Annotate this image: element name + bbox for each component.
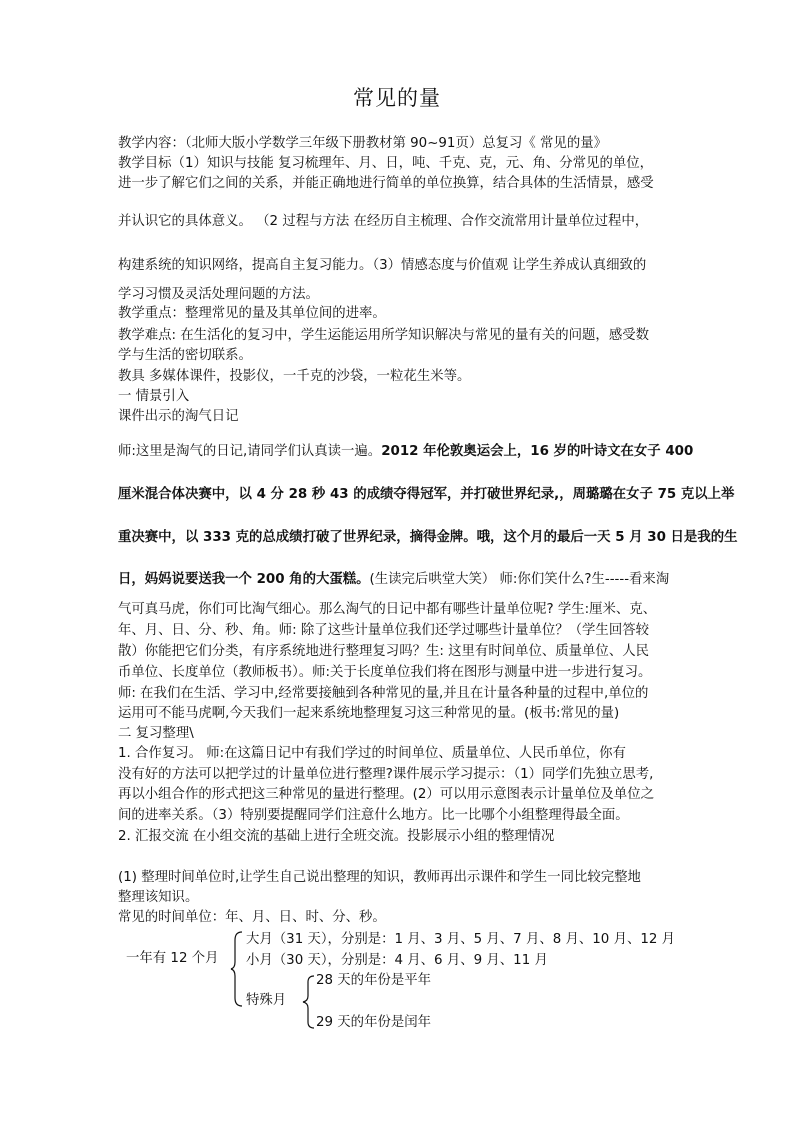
text-line: [118, 530, 738, 546]
text-line: [118, 572, 669, 588]
text-line-plain: 间的进率关系。（3）特别要提醒同学们注意什么地方。比一比哪个小组整理得最全面。: [118, 808, 629, 823]
text-line-after: (生读完后哄堂大笑） 师:你们笑什么?生-----看来淘: [369, 572, 670, 587]
text-line: [118, 258, 646, 274]
text-line-plain: 常见的时间单位：年、月、日、时、分、秒。: [118, 910, 386, 925]
text-line: [118, 409, 239, 425]
text-line: [118, 686, 648, 702]
text-line-plain: (1) 整理时间单位时,让学生自己说出整理的知识，教师再出示课件和学生一同比较完整地: [118, 870, 641, 885]
text-line: [118, 910, 386, 926]
text-line: [118, 623, 649, 639]
text-line: [118, 328, 649, 344]
main-brace-icon: [230, 930, 244, 1010]
text-line-plain: 2. 汇报交流 在小组交流的基础上进行全班交流。投影展示小组的整理情况: [118, 829, 555, 844]
text-line-plain: 教学内容：（北师大版小学数学三年级下册教材第 90~91页）总复习《 常见的量》: [118, 136, 607, 151]
text-line: [118, 787, 654, 803]
text-line: [118, 214, 648, 230]
text-line-plain: 整理该知识。: [118, 890, 199, 905]
text-line-bold: 日，妈妈说要送我一个 200 角的大蛋糕。: [118, 572, 370, 587]
diagram-root-label: 一年有 12 个月: [126, 951, 219, 966]
text-line-plain: 运用可不能马虎啊,今天我们一起来系统地整理复习这三种常见的量。(板书:常见的量): [118, 706, 620, 721]
text-line: [118, 665, 651, 681]
text-line-plain: 币单位、长度单位（教师板书）。师:关于长度单位我们将在图形与测量中进一步进行复习。: [118, 665, 652, 680]
text-line: [118, 767, 653, 783]
common-year-line: 28 天的年份是平年: [316, 973, 432, 988]
small-month-line: 小月（30 天），分别是：4 月、6 月、9 月、11 月: [246, 953, 548, 968]
text-line: [118, 890, 198, 906]
text-line: [118, 746, 626, 762]
text-line-plain: 再以小组合作的形式把这三种常见的量进行整理。(2）可以用示意图表示计量单位及单位之: [118, 787, 654, 802]
text-line-bold: 2012 年伦敦奥运会上，16 岁的叶诗文在女子 400: [381, 444, 694, 459]
text-line: [118, 136, 607, 152]
text-line: [118, 156, 653, 172]
text-line-plain: 教具 多媒体课件，投影仪，一千克的沙袋，一粒花生米等。: [118, 369, 471, 384]
text-line: [118, 287, 319, 303]
text-line-plain: 教学重点：整理常见的量及其单位间的进率。: [118, 306, 386, 321]
text-line-plain: 进一步了解它们之间的关系，并能正确地进行简单的单位换算，结合具体的生活情景，感受: [118, 176, 654, 191]
sub-brace-icon: [302, 974, 316, 1030]
text-line-plain: 气可真马虎，你们可比淘气细心。那么淘气的日记中都有哪些计量单位呢? 学生:厘米、克、: [118, 602, 657, 617]
text-line-plain: 教学难点: 在生活化的复习中，学生运能运用所学知识解决与常见的量有关的问题，感受数: [118, 328, 649, 343]
page-title: 常见的量: [353, 86, 441, 110]
text-line: [118, 870, 641, 886]
text-line-plain: 1. 合作复习。 师:在这篇日记中有我们学过的时间单位、质量单位、人民币单位，你有: [118, 746, 626, 761]
text-line: [118, 306, 386, 322]
text-line-plain: 师:这里是淘气的日记,请同学们认真读一遍。: [118, 444, 382, 459]
text-line-bold: 厘米混合体决赛中，以 4 分 28 秒 43 的成绩夺得冠军，并打破世界纪录,，周璐璐在女子 75 克以上举: [118, 487, 735, 502]
text-line-plain: 师: 在我们在生活、学习中,经常要接触到各种常见的量,并且在计量各种量的过程中,单位的: [118, 686, 649, 701]
text-line-plain: 散）你能把它们分类，有序系统地进行整理复习吗？生: 这里有时间单位、质量单位、人民: [118, 644, 649, 659]
text-line-plain: 年、月、日、分、秒、角。师: 除了这些计量单位我们还学过哪些计量单位？（学生回答较: [118, 623, 649, 638]
text-line-plain: 课件出示的淘气日记: [118, 409, 239, 424]
text-line: [118, 644, 649, 660]
text-line: [118, 176, 654, 192]
text-line-plain: 一 情景引入: [118, 389, 190, 404]
text-line-plain: 二 复习整理\: [118, 726, 194, 741]
text-line: [118, 808, 629, 824]
text-line: [118, 369, 470, 385]
text-line-plain: 教学目标（1）知识与技能 复习梳理年、月、日，吨、千克、克，元、角、分常见的单位，: [118, 156, 654, 171]
text-line-plain: 学习习惯及灵活处理问题的方法。: [118, 287, 319, 302]
text-line-plain: 并认识它的具体意义。 （2 过程与方法 在经历自主梳理、合作交流常用计量单位过程中，: [118, 214, 649, 229]
text-line-bold: 重决赛中，以 333 克的总成绩打破了世界纪录，摘得金牌。哦，这个月的最后一天 5 月 30 日是我的生: [118, 530, 738, 545]
text-line-plain: 没有好的方法可以把学过的计量单位进行整理?课件展示学习提示：（1）同学们先独立思考,: [118, 767, 654, 782]
text-line: [118, 829, 554, 845]
text-line: [118, 444, 693, 460]
text-line: [118, 389, 189, 405]
text-line: [118, 487, 734, 503]
text-line: [118, 348, 252, 364]
text-line: [118, 602, 656, 618]
leap-year-line: 29 天的年份是闰年: [316, 1015, 432, 1030]
text-line-plain: 学与生活的密切联系。: [118, 348, 252, 363]
big-month-line: 大月（31 天），分别是：1 月、3 月、5 月、7 月、8 月、10 月、12 月: [246, 932, 676, 947]
text-line: [118, 706, 619, 722]
text-line-plain: 构建系统的知识网络，提高自主复习能力。（3）情感态度与价值观 让学生养成认真细致的: [118, 258, 647, 273]
special-month-label: 特殊月: [246, 993, 287, 1008]
text-line: [118, 726, 194, 742]
